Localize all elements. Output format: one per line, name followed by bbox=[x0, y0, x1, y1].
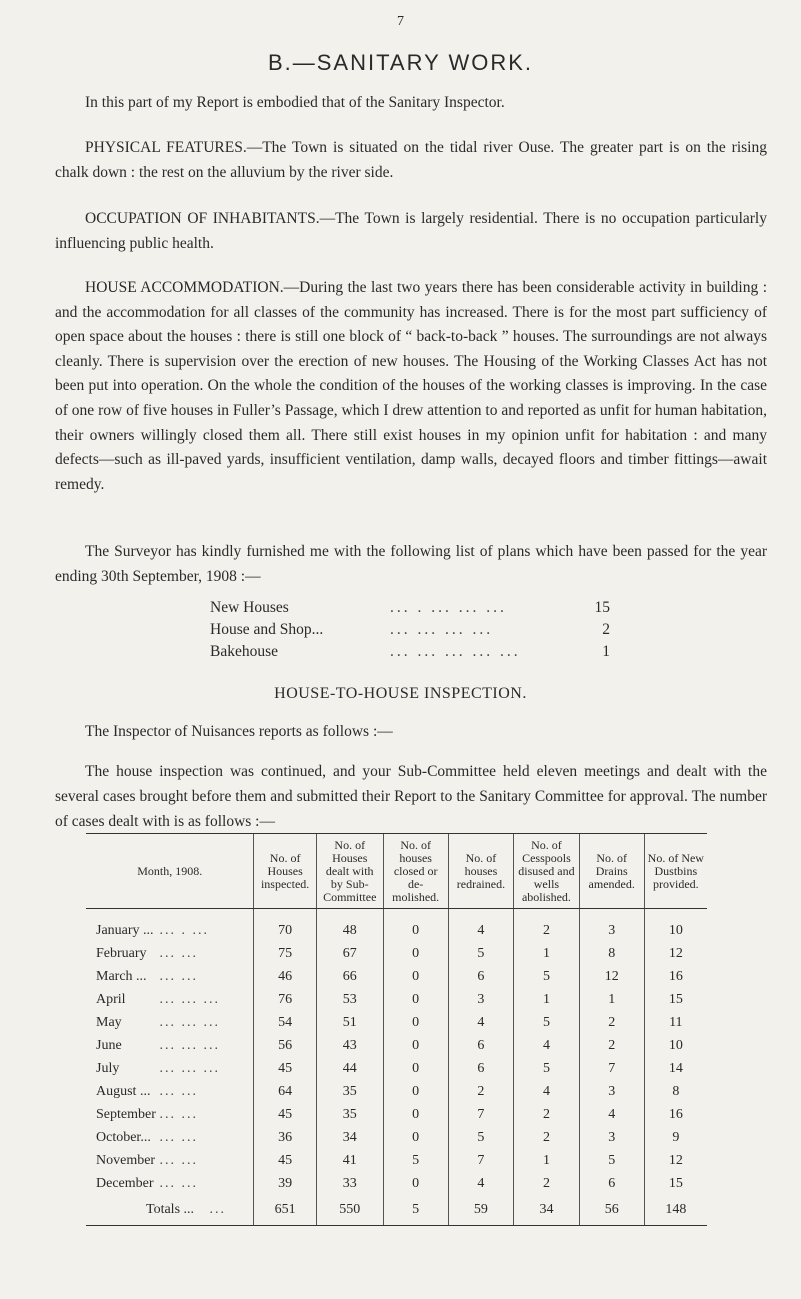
cell-dustbins: 15 bbox=[644, 988, 707, 1011]
cell-inspected: 45 bbox=[254, 1103, 316, 1126]
column-header-cesspools: No. of Cesspools disused and wells abolished. bbox=[514, 834, 580, 909]
plans-item-dots: ... . ... ... ... bbox=[390, 599, 507, 616]
cell-dealt-with: 33 bbox=[316, 1172, 383, 1195]
month-name: September bbox=[96, 1106, 156, 1122]
cell-dealt-with: 35 bbox=[316, 1103, 383, 1126]
cell-redrained: 6 bbox=[448, 965, 513, 988]
cell-inspected: 56 bbox=[254, 1034, 316, 1057]
month-name: April bbox=[96, 991, 126, 1007]
cell-drains: 7 bbox=[579, 1057, 644, 1080]
intro-paragraph: In this part of my Report is embodied that of the Sanitary Inspector. bbox=[85, 94, 505, 111]
cell-closed: 0 bbox=[383, 1057, 448, 1080]
cell-dustbins: 8 bbox=[644, 1080, 707, 1103]
cell-drains: 2 bbox=[579, 1034, 644, 1057]
table-body bbox=[86, 909, 707, 1226]
cell-dealt-with: 41 bbox=[316, 1149, 383, 1172]
cell-drains: 8 bbox=[579, 942, 644, 965]
totals-label: Totals ... bbox=[146, 1202, 195, 1217]
plans-item bbox=[210, 597, 610, 619]
column-header-drains: No. of Drains amended. bbox=[579, 834, 644, 909]
table-row bbox=[86, 965, 707, 988]
inspector-intro: The Inspector of Nuisances reports as follows :— bbox=[85, 723, 393, 740]
cell-dustbins: 16 bbox=[644, 1103, 707, 1126]
month-name: February bbox=[96, 945, 147, 961]
cell-drains: 4 bbox=[579, 1103, 644, 1126]
month-cell bbox=[86, 909, 254, 943]
cell-closed: 5 bbox=[383, 1149, 448, 1172]
cell-closed: 0 bbox=[383, 942, 448, 965]
cell-dustbins: 12 bbox=[644, 942, 707, 965]
surveyor-paragraph: The Surveyor has kindly furnished me with the following list of plans which have been passed for the year ending 30th September, 1908 :— bbox=[55, 543, 767, 585]
cell-drains: 5 bbox=[579, 1149, 644, 1172]
cell-cesspools: 5 bbox=[514, 965, 580, 988]
cell-inspected: 651 bbox=[254, 1195, 316, 1226]
cell-closed: 0 bbox=[383, 1011, 448, 1034]
cell-cesspools: 5 bbox=[514, 1057, 580, 1080]
cell-inspected: 70 bbox=[254, 909, 316, 943]
month-cell bbox=[86, 1034, 254, 1057]
cell-dealt-with: 53 bbox=[316, 988, 383, 1011]
cell-dealt-with: 43 bbox=[316, 1034, 383, 1057]
cell-cesspools: 4 bbox=[514, 1034, 580, 1057]
house-accommodation-paragraph: HOUSE ACCOMMODATION.—During the last two years there has been considerable activity in building : and the accommodation for all classes of the community has increased. There is for the most part sufficiency of open space about the houses : there is still one block of “ back-to-back ” houses. The surroundings are not always cleanly. There is supervision over the erection of new houses. The Housing of the Working Classes Act has not been put into operation. On the whole the condition of the houses of the working classes is improving. In the case of one row of five houses in Fuller’s Passage, which I drew attention to and reported as unfit for human habitation, their owners willingly closed them all. There still exist houses in my opinion unfit for habitation : and many defects—such as ill-paved yards, insufficient ventilation, damp walls, decayed floors and timber fittings—await remedy. bbox=[55, 279, 767, 493]
table-row bbox=[86, 1011, 707, 1034]
plans-item-count: 15 bbox=[594, 599, 610, 616]
table-header-row bbox=[86, 834, 707, 909]
month-cell bbox=[86, 1149, 254, 1172]
month-name: March ... bbox=[96, 968, 147, 984]
cell-cesspools: 2 bbox=[514, 1126, 580, 1149]
cell-cesspools: 2 bbox=[514, 909, 580, 943]
table-row bbox=[86, 909, 707, 943]
month-cell bbox=[86, 1057, 254, 1080]
cell-inspected: 36 bbox=[254, 1126, 316, 1149]
cell-dustbins: 10 bbox=[644, 1034, 707, 1057]
table-row bbox=[86, 1149, 707, 1172]
month-name: November bbox=[96, 1152, 156, 1168]
committee-paragraph: The house inspection was continued, and your Sub-Committee held eleven meetings and dealt with the several cases brought before them and submitted their Report to the Sanitary Committee for approval. The number of cases dealt with is as follows :— bbox=[55, 763, 767, 830]
cell-inspected: 76 bbox=[254, 988, 316, 1011]
table-row bbox=[86, 1080, 707, 1103]
month-cell bbox=[86, 965, 254, 988]
cell-redrained: 6 bbox=[448, 1057, 513, 1080]
plans-list bbox=[210, 597, 610, 663]
month-name: October... bbox=[96, 1129, 151, 1145]
cell-drains: 2 bbox=[579, 1011, 644, 1034]
totals-label-cell bbox=[86, 1195, 254, 1226]
cell-dustbins: 14 bbox=[644, 1057, 707, 1080]
section-heading: B.—SANITARY WORK. bbox=[267, 50, 534, 75]
cell-closed: 0 bbox=[383, 1172, 448, 1195]
cell-inspected: 39 bbox=[254, 1172, 316, 1195]
month-name: July bbox=[96, 1060, 120, 1076]
cell-redrained: 4 bbox=[448, 1172, 513, 1195]
cell-cesspools: 1 bbox=[514, 1149, 580, 1172]
cell-inspected: 45 bbox=[254, 1057, 316, 1080]
totals-row bbox=[86, 1195, 707, 1226]
cell-cesspools: 2 bbox=[514, 1172, 580, 1195]
cell-drains: 3 bbox=[579, 1080, 644, 1103]
cell-closed: 0 bbox=[383, 965, 448, 988]
plans-item-count: 2 bbox=[602, 621, 610, 638]
cell-closed: 0 bbox=[383, 1034, 448, 1057]
cell-inspected: 75 bbox=[254, 942, 316, 965]
plans-item-count: 1 bbox=[602, 643, 610, 660]
month-name: May bbox=[96, 1014, 122, 1030]
cell-inspected: 46 bbox=[254, 965, 316, 988]
leader-dots: ... ... bbox=[159, 1129, 198, 1145]
month-cell bbox=[86, 1080, 254, 1103]
cell-dustbins: 10 bbox=[644, 909, 707, 943]
leader-dots: ... . ... bbox=[159, 922, 209, 938]
month-cell bbox=[86, 1126, 254, 1149]
cell-cesspools: 4 bbox=[514, 1080, 580, 1103]
cell-closed: 0 bbox=[383, 1103, 448, 1126]
cell-drains: 12 bbox=[579, 965, 644, 988]
cell-dustbins: 16 bbox=[644, 965, 707, 988]
cell-closed: 0 bbox=[383, 1126, 448, 1149]
column-header-closed: No. of houses closed or de-molished. bbox=[383, 834, 448, 909]
page-number: 7 bbox=[397, 14, 404, 29]
cell-cesspools: 5 bbox=[514, 1011, 580, 1034]
cell-redrained: 2 bbox=[448, 1080, 513, 1103]
inspection-table bbox=[86, 833, 707, 1226]
cell-dealt-with: 34 bbox=[316, 1126, 383, 1149]
column-header-inspected: No. of Houses inspected. bbox=[254, 834, 316, 909]
cell-inspected: 64 bbox=[254, 1080, 316, 1103]
cell-redrained: 7 bbox=[448, 1149, 513, 1172]
leader-dots: ... ... ... bbox=[159, 991, 220, 1007]
month-cell bbox=[86, 988, 254, 1011]
cell-cesspools: 2 bbox=[514, 1103, 580, 1126]
cell-drains: 3 bbox=[579, 909, 644, 943]
leader-dots: ... bbox=[209, 1202, 226, 1217]
cell-inspected: 45 bbox=[254, 1149, 316, 1172]
cell-redrained: 4 bbox=[448, 1011, 513, 1034]
cell-dealt-with: 66 bbox=[316, 965, 383, 988]
cell-redrained: 7 bbox=[448, 1103, 513, 1126]
leader-dots: ... ... bbox=[159, 1106, 198, 1122]
cell-dealt-with: 550 bbox=[316, 1195, 383, 1226]
leader-dots: ... ... bbox=[159, 1152, 198, 1168]
month-cell bbox=[86, 1103, 254, 1126]
cell-redrained: 5 bbox=[448, 1126, 513, 1149]
plans-item-dots: ... ... ... ... bbox=[390, 621, 494, 638]
leader-dots: ... ... ... bbox=[159, 1037, 220, 1053]
month-name: August ... bbox=[96, 1083, 151, 1099]
column-header-redrained: No. of houses redrained. bbox=[448, 834, 513, 909]
plans-item bbox=[210, 619, 610, 641]
table-row bbox=[86, 1172, 707, 1195]
plans-item-dots: ... ... ... ... ... bbox=[390, 643, 521, 660]
month-cell bbox=[86, 1172, 254, 1195]
table-row bbox=[86, 988, 707, 1011]
month-cell bbox=[86, 1011, 254, 1034]
month-name: June bbox=[96, 1037, 122, 1053]
cell-redrained: 5 bbox=[448, 942, 513, 965]
cell-redrained: 3 bbox=[448, 988, 513, 1011]
cell-dustbins: 12 bbox=[644, 1149, 707, 1172]
cell-dealt-with: 51 bbox=[316, 1011, 383, 1034]
cell-dealt-with: 48 bbox=[316, 909, 383, 943]
cell-dealt-with: 44 bbox=[316, 1057, 383, 1080]
cell-closed: 0 bbox=[383, 1080, 448, 1103]
leader-dots: ... ... ... bbox=[159, 1060, 220, 1076]
leader-dots: ... ... bbox=[159, 1175, 198, 1191]
cell-closed: 0 bbox=[383, 988, 448, 1011]
cell-drains: 3 bbox=[579, 1126, 644, 1149]
physical-features-paragraph: PHYSICAL FEATURES.—The Town is situated on the tidal river Ouse. The greater part is on the rising chalk down : the rest on the alluvium by the river side. bbox=[55, 139, 767, 181]
table-row bbox=[86, 1126, 707, 1149]
cell-dustbins: 9 bbox=[644, 1126, 707, 1149]
occupation-paragraph: OCCUPATION OF INHABITANTS.—The Town is largely residential. There is no occupation particularly influencing public health. bbox=[55, 210, 767, 252]
cell-cesspools: 1 bbox=[514, 942, 580, 965]
cell-dustbins: 15 bbox=[644, 1172, 707, 1195]
leader-dots: ... ... bbox=[159, 968, 198, 984]
cell-dealt-with: 67 bbox=[316, 942, 383, 965]
column-header-dealt-with: No. of Houses dealt with by Sub-Committee bbox=[316, 834, 383, 909]
cell-cesspools: 34 bbox=[514, 1195, 580, 1226]
cell-drains: 56 bbox=[579, 1195, 644, 1226]
column-header-dustbins: No. of New Dustbins provided. bbox=[644, 834, 707, 909]
month-cell bbox=[86, 942, 254, 965]
plans-item bbox=[210, 641, 610, 663]
leader-dots: ... ... ... bbox=[159, 1014, 220, 1030]
table-row bbox=[86, 942, 707, 965]
cell-closed: 5 bbox=[383, 1195, 448, 1226]
leader-dots: ... ... bbox=[159, 1083, 198, 1099]
cell-closed: 0 bbox=[383, 909, 448, 943]
cell-dustbins: 11 bbox=[644, 1011, 707, 1034]
month-name: January ... bbox=[96, 922, 154, 938]
cell-dealt-with: 35 bbox=[316, 1080, 383, 1103]
inspection-heading: HOUSE-TO-HOUSE INSPECTION. bbox=[274, 685, 527, 702]
table-row bbox=[86, 1034, 707, 1057]
cell-redrained: 6 bbox=[448, 1034, 513, 1057]
table-row bbox=[86, 1057, 707, 1080]
cell-inspected: 54 bbox=[254, 1011, 316, 1034]
cell-redrained: 59 bbox=[448, 1195, 513, 1226]
plans-item-label: Bakehouse bbox=[210, 643, 279, 660]
leader-dots: ... ... bbox=[159, 945, 198, 961]
cell-cesspools: 1 bbox=[514, 988, 580, 1011]
plans-item-label: New Houses bbox=[210, 599, 289, 616]
column-header-month: Month, 1908. bbox=[86, 834, 254, 909]
table-row bbox=[86, 1103, 707, 1126]
cell-dustbins: 148 bbox=[644, 1195, 707, 1226]
cell-drains: 1 bbox=[579, 988, 644, 1011]
cell-redrained: 4 bbox=[448, 909, 513, 943]
plans-item-label: House and Shop... bbox=[210, 621, 324, 638]
cell-drains: 6 bbox=[579, 1172, 644, 1195]
month-name: December bbox=[96, 1175, 154, 1191]
